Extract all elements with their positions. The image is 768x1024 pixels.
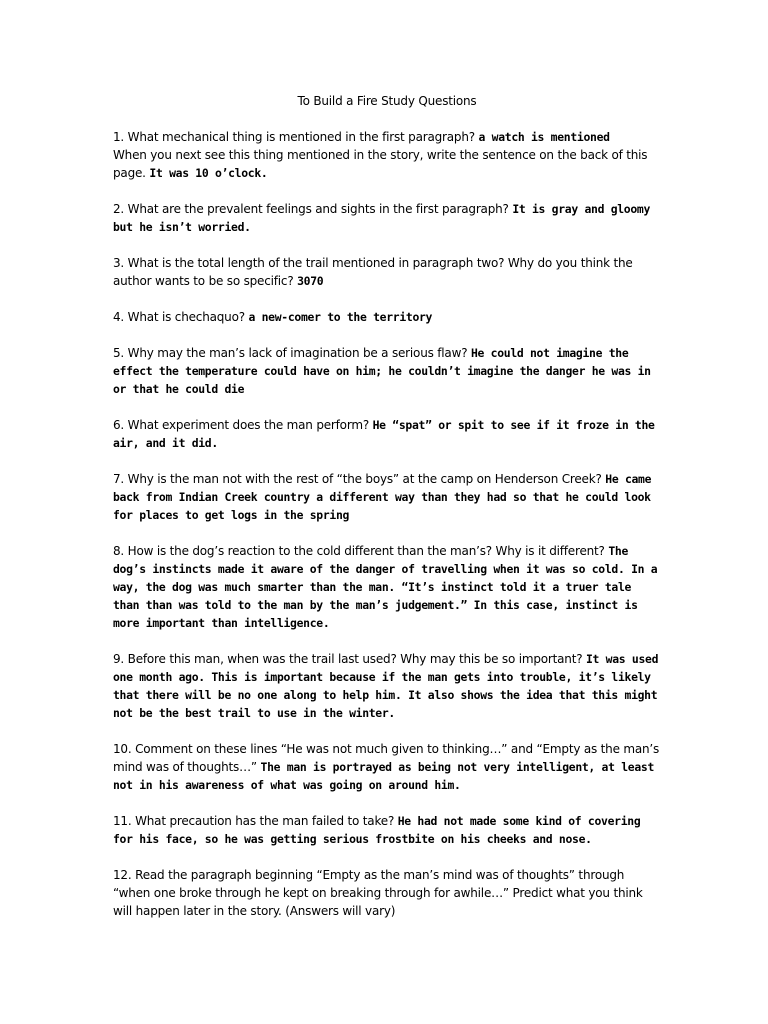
question-item-4 (113, 308, 661, 326)
question-item-5 (113, 344, 661, 398)
answer-text: He came back from Indian Creek country a different way than they had so that he could look for places to get logs in the spring (113, 472, 652, 522)
question-item-11 (113, 812, 661, 848)
question-item-8 (113, 542, 661, 632)
answer-text: It was used one month ago. This is important because if the man gets into trouble, it’s likely that there will be no one along to help him. It also shows the idea that this might not be the best trail to use in the winter. (113, 652, 659, 720)
question-item-6 (113, 416, 661, 452)
answer-text: It is gray and gloomy but he isn’t worried. (113, 202, 651, 234)
question-text: 5. Why may the man’s lack of imagination be a serious flaw? (113, 346, 471, 360)
question-item-9 (113, 650, 661, 722)
question-item-1 (113, 128, 661, 182)
answer-text: He could not imagine the effect the temperature could have on him; he couldn’t imagine the danger he was in or that he could die (113, 346, 651, 396)
answer-text-continued: It was 10 o’clock. (149, 166, 268, 180)
answer-text: The dog’s instincts made it aware of the danger of travelling when it was so cold. In a way, the dog was much smarter than the man. “It’s instinct told it a truer tale than than was told to the man by the man’s judgement.” In this case, instinct is more important than intelligence. (113, 544, 658, 630)
answer-text: He had not made some kind of covering for his face, so he was getting serious frostbite on his cheeks and nose. (113, 814, 641, 846)
answer-text: a watch is mentioned (478, 130, 610, 144)
question-text: 4. What is chechaquo? (113, 310, 249, 324)
question-item-7 (113, 470, 661, 524)
question-text: 6. What experiment does the man perform? (113, 418, 373, 432)
answer-text: a new-comer to the territory (248, 310, 433, 324)
document-page (113, 92, 661, 938)
question-item-3 (113, 254, 661, 290)
answer-text: The man is portrayed as being not very intelligent, at least not in his awareness of what was going on around him. (113, 760, 655, 792)
answer-text: 3070 (297, 274, 324, 288)
question-text: 3. What is the total length of the trail mentioned in paragraph two? Why do you think the author wants to be so specific? (113, 256, 633, 288)
question-item-10 (113, 740, 661, 794)
question-item-2 (113, 200, 661, 236)
document-title: To Build a Fire Study Questions (297, 94, 477, 108)
question-text: 11. What precaution has the man failed to take? (113, 814, 398, 828)
question-text-continued: When you next see this thing mentioned in the story, write the sentence on the back of this page. (113, 148, 648, 180)
question-text: 1. What mechanical thing is mentioned in the first paragraph? (113, 130, 479, 144)
question-text: 2. What are the prevalent feelings and sights in the first paragraph? (113, 202, 513, 216)
question-text: 9. Before this man, when was the trail last used? Why may this be so important? (113, 652, 586, 666)
answer-text: He “spat” or spit to see if it froze in the air, and it did. (113, 418, 655, 450)
question-text: 8. How is the dog’s reaction to the cold different than the man’s? Why is it different? (113, 544, 609, 558)
answer-text: (Answers will vary) (285, 904, 396, 918)
question-text: 7. Why is the man not with the rest of “the boys” at the camp on Henderson Creek? (113, 472, 606, 486)
question-text: 10. Comment on these lines “He was not much given to thinking…” and “Empty as the man’s mind was of thoughts…” (113, 742, 660, 774)
question-text: 12. Read the paragraph beginning “Empty as the man’s mind was of thoughts” through “when one broke through he kept on breaking through for awhile…” Predict what you think will happen later in the story. (113, 868, 643, 918)
question-item-12 (113, 866, 661, 920)
